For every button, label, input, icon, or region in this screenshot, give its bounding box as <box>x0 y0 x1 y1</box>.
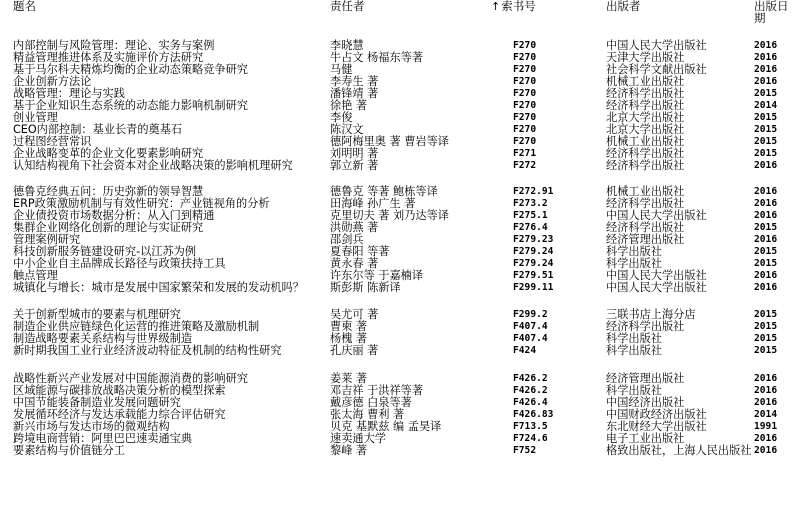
table-row[interactable] <box>0 282 799 306</box>
book-call-number: F713.5 <box>513 421 548 432</box>
book-year: 2016 <box>754 52 778 63</box>
book-title: 集群企业网络化创新的理论与实证研究 <box>13 221 204 234</box>
book-title: 管理案例研究 <box>13 233 81 246</box>
book-responsible: 陈汉文 <box>330 123 364 136</box>
book-year: 2014 <box>754 100 778 111</box>
book-publisher: 社会科学文献出版社 <box>606 63 707 76</box>
book-title: 制造企业供应链绿色化运营的推进策略及激励机制 <box>13 320 260 333</box>
book-responsible: 徐艳 著 <box>330 99 368 112</box>
book-publisher: 机械工业出版社 <box>606 185 685 198</box>
book-year: 2015 <box>754 124 778 135</box>
book-title: 科技创新服务链建设研究-以江苏为例 <box>13 245 197 258</box>
column-header-call-number-label: 索书号 <box>501 0 536 13</box>
book-publisher: 中国人民大学出版社 <box>606 269 707 282</box>
sort-ascending-icon: ↑ <box>491 0 501 13</box>
book-title: 战略性新兴产业发展对中国能源消费的影响研究 <box>13 372 248 385</box>
book-year: 2016 <box>754 76 778 87</box>
book-title: 关于创新型城市的要素与机理研究 <box>13 308 181 321</box>
book-title: 内部控制与风险管理：理论、实务与案例 <box>13 39 215 52</box>
book-publisher: 北京大学出版社 <box>606 111 685 124</box>
book-title: 认知结构视角下社会资本对企业战略决策的影响机理研究 <box>13 159 293 172</box>
book-call-number: F270 <box>513 124 537 135</box>
book-responsible: 黎峰 著 <box>330 444 368 457</box>
book-publisher: 科学出版社 <box>606 257 662 270</box>
book-year: 2016 <box>754 433 778 444</box>
book-title: 新时期我国工业行业经济波动特征及机制的结构性研究 <box>13 344 282 357</box>
column-header-publisher[interactable]: 出版者 <box>606 0 641 13</box>
book-call-number: F270 <box>513 112 537 123</box>
book-call-number: F273.2 <box>513 198 548 209</box>
book-responsible: 德阿梅里奥 著 曹岩等译 <box>330 135 449 148</box>
book-title: 要素结构与价值链分工 <box>13 444 125 457</box>
book-responsible: 邓吉祥 于洪祥等著 <box>330 384 424 397</box>
book-title: 新兴市场与发达市场的微观结构 <box>13 420 170 433</box>
book-responsible: 夏春阳 等著 <box>330 245 390 258</box>
book-responsible: 李寿生 著 <box>330 75 379 88</box>
book-title: 企业债投资市场数据分析：从入门到精通 <box>13 209 215 222</box>
book-call-number: F407.4 <box>513 321 548 332</box>
book-year: 2016 <box>754 373 778 384</box>
book-year: 1991 <box>754 421 778 432</box>
book-publisher: 中国人民大学出版社 <box>606 39 707 52</box>
book-year: 2015 <box>754 333 778 344</box>
book-publisher: 中国经济出版社 <box>606 396 685 409</box>
book-responsible: 德鲁克 等著 鲍栋等译 <box>330 185 438 198</box>
book-responsible: 许东尔等 于嘉楠译 <box>330 269 424 282</box>
book-year: 2016 <box>754 234 778 245</box>
book-responsible: 黄永春 著 <box>330 257 379 270</box>
book-year: 2016 <box>754 282 778 293</box>
book-publisher: 北京大学出版社 <box>606 123 685 136</box>
book-call-number: F426.2 <box>513 373 548 384</box>
book-title: 触点管理 <box>13 269 58 282</box>
book-call-number: F272.91 <box>513 186 554 197</box>
book-call-number: F724.6 <box>513 433 548 444</box>
book-responsible: 姜莱 著 <box>330 372 368 385</box>
book-publisher: 科学出版社 <box>606 332 662 345</box>
book-title: 创业管理 <box>13 111 58 124</box>
book-title: 过程图经营常识 <box>13 135 92 148</box>
book-call-number: F279.23 <box>513 234 554 245</box>
book-publisher: 经济管理出版社 <box>606 372 685 385</box>
table-row[interactable] <box>0 345 799 369</box>
book-publisher: 经济科学出版社 <box>606 197 685 210</box>
book-publisher: 经济科学出版社 <box>606 159 685 172</box>
book-responsible: 戴彦德 白泉等著 <box>330 396 412 409</box>
book-responsible: 洪勋燕 著 <box>330 221 379 234</box>
table-row[interactable] <box>0 160 799 184</box>
book-call-number: F279.24 <box>513 258 554 269</box>
book-call-number: F275.1 <box>513 210 548 221</box>
book-title: 企业创新方法论 <box>13 75 92 88</box>
book-responsible: 马健 <box>330 63 353 76</box>
book-publisher: 机械工业出版社 <box>606 135 685 148</box>
book-title: 中国节能装备制造业发展问题研究 <box>13 396 181 409</box>
book-call-number: F272 <box>513 160 537 171</box>
book-responsible: 牛占文 杨福东等著 <box>330 51 424 64</box>
book-publisher: 科学出版社 <box>606 245 662 258</box>
book-call-number: F279.51 <box>513 270 554 281</box>
book-call-number: F426.83 <box>513 409 554 420</box>
book-year: 2015 <box>754 88 778 99</box>
book-publisher: 电子工业出版社 <box>606 432 685 445</box>
book-call-number: F270 <box>513 136 537 147</box>
book-call-number: F299.11 <box>513 282 554 293</box>
book-responsible: 潘锋靖 著 <box>330 87 379 100</box>
book-responsible: 克里切夫 著 刘乃达等译 <box>330 209 449 222</box>
book-publisher: 格致出版社，上海人民出版社 <box>606 444 752 457</box>
book-table <box>0 40 799 469</box>
book-responsible: 邵剑兵 <box>330 233 364 246</box>
book-year: 2016 <box>754 198 778 209</box>
book-responsible: 斯彭斯 陈新译 <box>330 281 401 294</box>
book-responsible: 速卖通大学 <box>330 432 386 445</box>
book-publisher: 经济科学出版社 <box>606 221 685 234</box>
book-call-number: F426.4 <box>513 397 548 408</box>
column-header-year[interactable]: 出版日期 <box>754 0 789 25</box>
book-year: 2016 <box>754 40 778 51</box>
book-title: 基于马尔科夫精炼均衡的企业动态策略竞争研究 <box>13 63 248 76</box>
book-publisher: 东北财经大学出版社 <box>606 420 707 433</box>
book-call-number: F270 <box>513 100 537 111</box>
book-publisher: 经济科学出版社 <box>606 320 685 333</box>
book-title: 企业战略变革的企业文化要素影响研究 <box>13 147 204 160</box>
book-publisher: 中国财政经济出版社 <box>606 408 707 421</box>
book-year: 2015 <box>754 321 778 332</box>
book-call-number: F299.2 <box>513 309 548 320</box>
book-responsible: 吴尤可 著 <box>330 308 379 321</box>
book-call-number: F752 <box>513 445 537 456</box>
book-publisher: 中国人民大学出版社 <box>606 281 707 294</box>
book-call-number: F271 <box>513 148 537 159</box>
book-title: 城镇化与增长：城市是发展中国家繁荣和发展的发动机吗？ <box>13 281 304 294</box>
book-year: 2016 <box>754 397 778 408</box>
book-year: 2015 <box>754 112 778 123</box>
book-title: 中小企业自主品牌成长路径与政策扶持工具 <box>13 257 226 270</box>
book-call-number: F407.4 <box>513 333 548 344</box>
book-title: 制造战略要素关系结构与世界级制造 <box>13 332 193 345</box>
book-responsible: 曹柬 著 <box>330 320 368 333</box>
book-call-number: F270 <box>513 88 537 99</box>
book-call-number: F270 <box>513 52 537 63</box>
column-header-title[interactable]: 题名 <box>13 0 36 13</box>
book-call-number: F270 <box>513 40 537 51</box>
book-responsible: 李俊 <box>330 111 353 124</box>
book-title: 跨境电商营销：阿里巴巴速卖通宝典 <box>13 432 193 445</box>
book-title: 区域能源与碳排放战略决策分析的模型探索 <box>13 384 226 397</box>
book-title: 发展循环经济与发达承载能力综合评估研究 <box>13 408 226 421</box>
book-year: 2016 <box>754 445 778 456</box>
book-year: 2014 <box>754 409 778 420</box>
book-call-number: F276.4 <box>513 222 548 233</box>
book-year: 2016 <box>754 64 778 75</box>
book-call-number: F270 <box>513 64 537 75</box>
book-year: 2015 <box>754 222 778 233</box>
book-year: 2016 <box>754 270 778 281</box>
book-year: 2015 <box>754 246 778 257</box>
book-publisher: 天津大学出版社 <box>606 51 685 64</box>
book-responsible: 田海峰 孙广生 著 <box>330 197 416 210</box>
book-year: 2015 <box>754 148 778 159</box>
book-publisher: 科学出版社 <box>606 384 662 397</box>
column-header-call-number[interactable] <box>491 0 536 13</box>
book-responsible: 张太海 曹利 著 <box>330 408 405 421</box>
book-responsible: 杨槐 著 <box>330 332 368 345</box>
book-publisher: 中国人民大学出版社 <box>606 209 707 222</box>
column-header-responsible[interactable]: 责任者 <box>330 0 365 13</box>
book-responsible: 李晓慧 <box>330 39 364 52</box>
book-publisher: 经济管理出版社 <box>606 233 685 246</box>
book-title: CEO内部控制：基业长青的奠基石 <box>13 123 183 136</box>
book-year: 2015 <box>754 258 778 269</box>
book-title: 德鲁克经典五问：历史弥新的领导智慧 <box>13 185 204 198</box>
book-responsible: 贝克 基默兹 编 孟昊译 <box>330 420 442 433</box>
book-call-number: F424 <box>513 345 537 356</box>
book-call-number: F426.2 <box>513 385 548 396</box>
book-publisher: 机械工业出版社 <box>606 75 685 88</box>
book-year: 2016 <box>754 160 778 171</box>
book-year: 2015 <box>754 345 778 356</box>
book-title: 精益管理推进体系及实施评价方法研究 <box>13 51 204 64</box>
book-title: 基于企业知识生态系统的动态能力影响机制研究 <box>13 99 248 112</box>
book-responsible: 刘明明 著 <box>330 147 379 160</box>
book-responsible: 郭立新 著 <box>330 159 379 172</box>
book-call-number: F279.24 <box>513 246 554 257</box>
table-row[interactable] <box>0 445 799 469</box>
book-call-number: F270 <box>513 76 537 87</box>
book-year: 2015 <box>754 136 778 147</box>
book-publisher: 三联书店上海分店 <box>606 308 696 321</box>
book-publisher: 经济科学出版社 <box>606 147 685 160</box>
book-year: 2016 <box>754 186 778 197</box>
book-title: ERP政策激励机制与有效性研究：产业链视角的分析 <box>13 197 270 210</box>
book-year: 2015 <box>754 309 778 320</box>
book-title: 战略管理：理论与实践 <box>13 87 125 100</box>
book-year: 2016 <box>754 385 778 396</box>
book-year: 2016 <box>754 210 778 221</box>
book-publisher: 经济科学出版社 <box>606 99 685 112</box>
book-responsible: 孔庆丽 著 <box>330 344 379 357</box>
book-publisher: 经济科学出版社 <box>606 87 685 100</box>
book-publisher: 科学出版社 <box>606 344 662 357</box>
